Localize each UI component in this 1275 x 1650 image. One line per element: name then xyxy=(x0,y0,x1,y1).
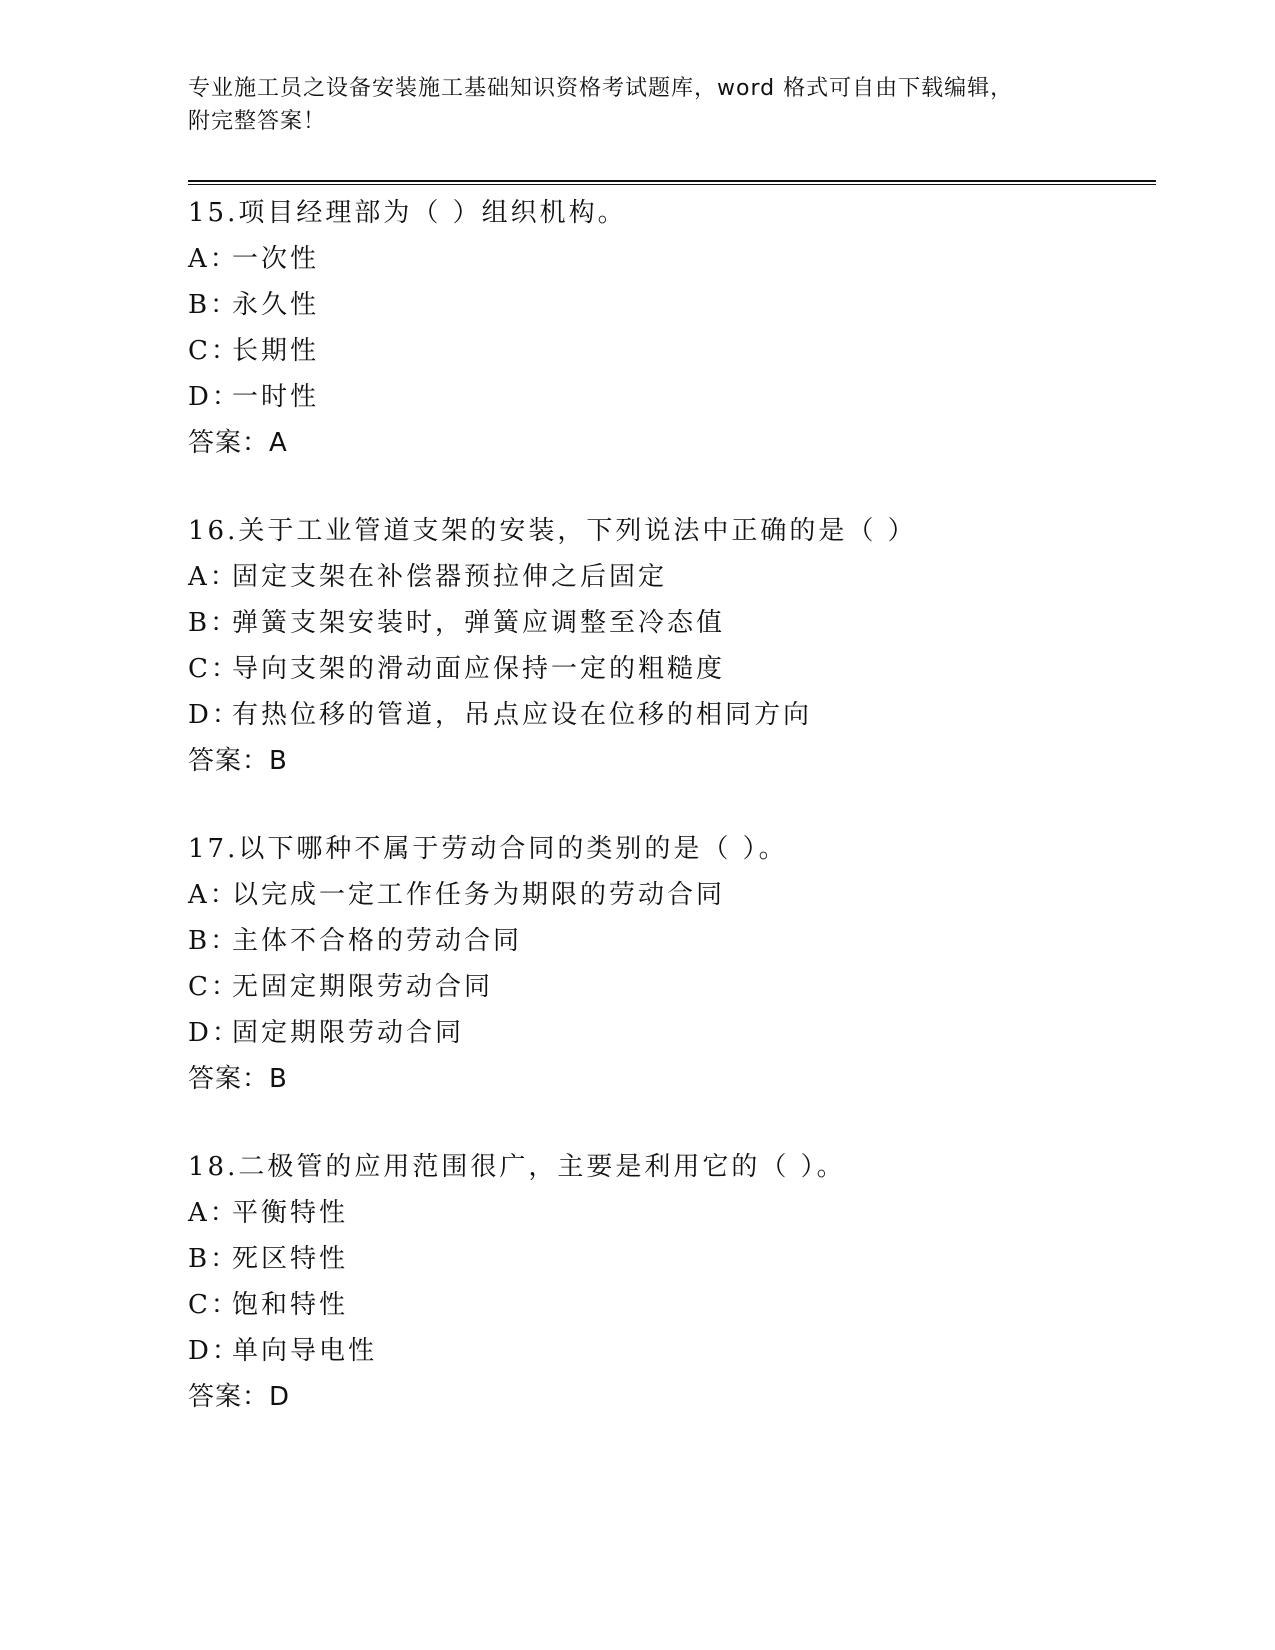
option-text: 导向支架的滑动面应保持一定的粗糙度 xyxy=(232,654,726,684)
option-key: C： xyxy=(188,972,240,1002)
option-key: D： xyxy=(188,382,241,412)
question-17 xyxy=(188,826,1156,1102)
option-key: B： xyxy=(188,608,240,638)
option-key: D： xyxy=(188,1018,241,1048)
option-text: 弹簧支架安装时，弹簧应调整至冷态值 xyxy=(232,608,726,638)
option-text: 永久性 xyxy=(232,290,320,320)
question-stem: 17.以下哪种不属于劳动合同的类别的是（ ）。 xyxy=(188,834,788,864)
option-text: 一次性 xyxy=(232,244,320,274)
option-text: 以完成一定工作任务为期限的劳动合同 xyxy=(232,880,726,910)
option-key: A： xyxy=(188,880,239,910)
option-text: 长期性 xyxy=(232,336,320,366)
option-text: 主体不合格的劳动合同 xyxy=(232,926,523,956)
option-c xyxy=(188,328,1156,374)
option-d xyxy=(188,374,1156,420)
option-key: D： xyxy=(188,700,241,730)
option-text: 无固定期限劳动合同 xyxy=(232,972,494,1002)
option-key: B： xyxy=(188,1244,240,1274)
answer-line: 答案：D xyxy=(188,1382,291,1412)
option-key: C： xyxy=(188,654,240,684)
option-key: C： xyxy=(188,1290,240,1320)
header-line-1: 专业施工员之设备安装施工基础知识资格考试题库，word 格式可自由下载编辑， xyxy=(188,76,1014,101)
question-stem: 18.二极管的应用范围很广，主要是利用它的（ ）。 xyxy=(188,1152,846,1182)
option-key: A： xyxy=(188,1198,239,1228)
option-c xyxy=(188,1282,1156,1328)
option-a xyxy=(188,236,1156,282)
option-key: C： xyxy=(188,336,240,366)
option-key: B： xyxy=(188,290,240,320)
option-text: 饱和特性 xyxy=(232,1290,349,1320)
question-list xyxy=(188,190,1156,1462)
header-divider xyxy=(188,180,1156,185)
option-text: 有热位移的管道，吊点应设在位移的相同方向 xyxy=(232,700,813,730)
option-text: 平衡特性 xyxy=(232,1198,349,1228)
question-stem: 16.关于工业管道支架的安装，下列说法中正确的是（ ） xyxy=(188,516,917,546)
option-text: 单向导电性 xyxy=(232,1336,378,1366)
option-b xyxy=(188,1236,1156,1282)
option-c xyxy=(188,646,1156,692)
question-stem: 15.项目经理部为（ ）组织机构。 xyxy=(188,198,627,228)
answer-line: 答案：A xyxy=(188,428,288,458)
option-d xyxy=(188,1328,1156,1374)
question-18 xyxy=(188,1144,1156,1420)
option-text: 一时性 xyxy=(232,382,320,412)
option-a xyxy=(188,554,1156,600)
option-c xyxy=(188,964,1156,1010)
option-key: A： xyxy=(188,244,239,274)
option-d xyxy=(188,1010,1156,1056)
document-header xyxy=(188,72,1088,138)
option-b xyxy=(188,282,1156,328)
option-key: D： xyxy=(188,1336,241,1366)
header-line-2: 附完整答案！ xyxy=(188,109,327,134)
option-key: B： xyxy=(188,926,240,956)
answer-line: 答案：B xyxy=(188,746,288,776)
option-a xyxy=(188,1190,1156,1236)
option-b xyxy=(188,918,1156,964)
option-a xyxy=(188,872,1156,918)
option-text: 固定支架在补偿器预拉伸之后固定 xyxy=(232,562,668,592)
option-text: 固定期限劳动合同 xyxy=(232,1018,465,1048)
option-d xyxy=(188,692,1156,738)
option-b xyxy=(188,600,1156,646)
answer-line: 答案：B xyxy=(188,1064,288,1094)
question-16 xyxy=(188,508,1156,784)
option-key: A： xyxy=(188,562,239,592)
option-text: 死区特性 xyxy=(232,1244,349,1274)
question-15 xyxy=(188,190,1156,466)
